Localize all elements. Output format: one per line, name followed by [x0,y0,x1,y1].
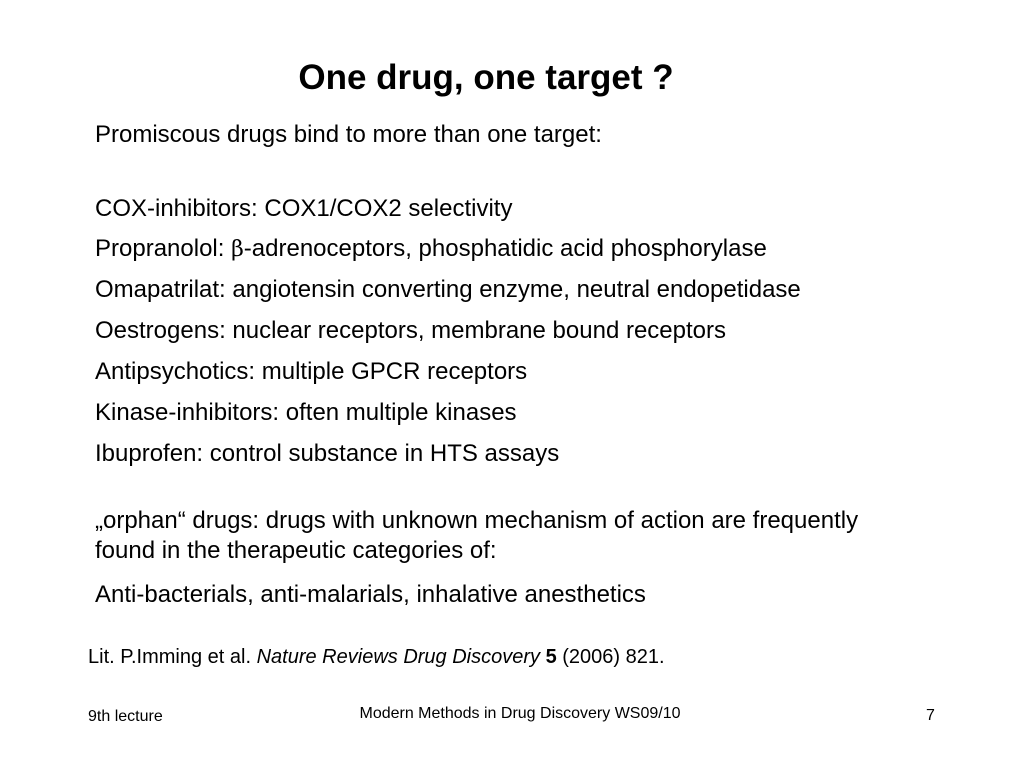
example-propranolol [95,234,767,265]
example-omapatrilat: Omapatrilat: angiotensin converting enzyme, neutral endopetidase [95,276,801,303]
footer-lecture: 9th lecture [88,708,163,725]
intro-text: Promiscous drugs bind to more than one target: [95,121,602,148]
propranolol-label: Propranolol: [95,235,232,262]
footer-page-number: 7 [926,707,935,724]
footer-course-title: Modern Methods in Drug Discovery WS09/10 [359,705,681,722]
citation-journal: Nature Reviews Drug Discovery [256,646,541,668]
propranolol-targets: -adrenoceptors, phosphatidic acid phosphorylase [243,235,767,262]
citation-year-pages: (2006) 821. [556,646,665,668]
orphan-categories: Anti-bacterials, anti-malarials, inhalative anesthetics [95,581,646,608]
orphan-drugs-text: „orphan“ drugs: drugs with unknown mechanism of action are frequently found in the therapeutic categories of: [95,507,859,564]
example-kinase-inhibitors: Kinase-inhibitors: often multiple kinases [95,399,517,426]
literature-citation [88,643,665,671]
example-ibuprofen: Ibuprofen: control substance in HTS assays [95,440,560,467]
citation-authors: Lit. P.Imming et al. [88,646,257,668]
example-cox-inhibitors: COX-inhibitors: COX1/COX2 selectivity [95,195,513,222]
example-antipsychotics: Antipsychotics: multiple GPCR receptors [95,358,528,385]
beta-symbol: β [231,237,244,262]
example-oestrogens: Oestrogens: nuclear receptors, membrane bound receptors [95,317,726,344]
citation-volume: 5 [545,646,557,668]
slide-title: One drug, one target ? [298,58,674,97]
